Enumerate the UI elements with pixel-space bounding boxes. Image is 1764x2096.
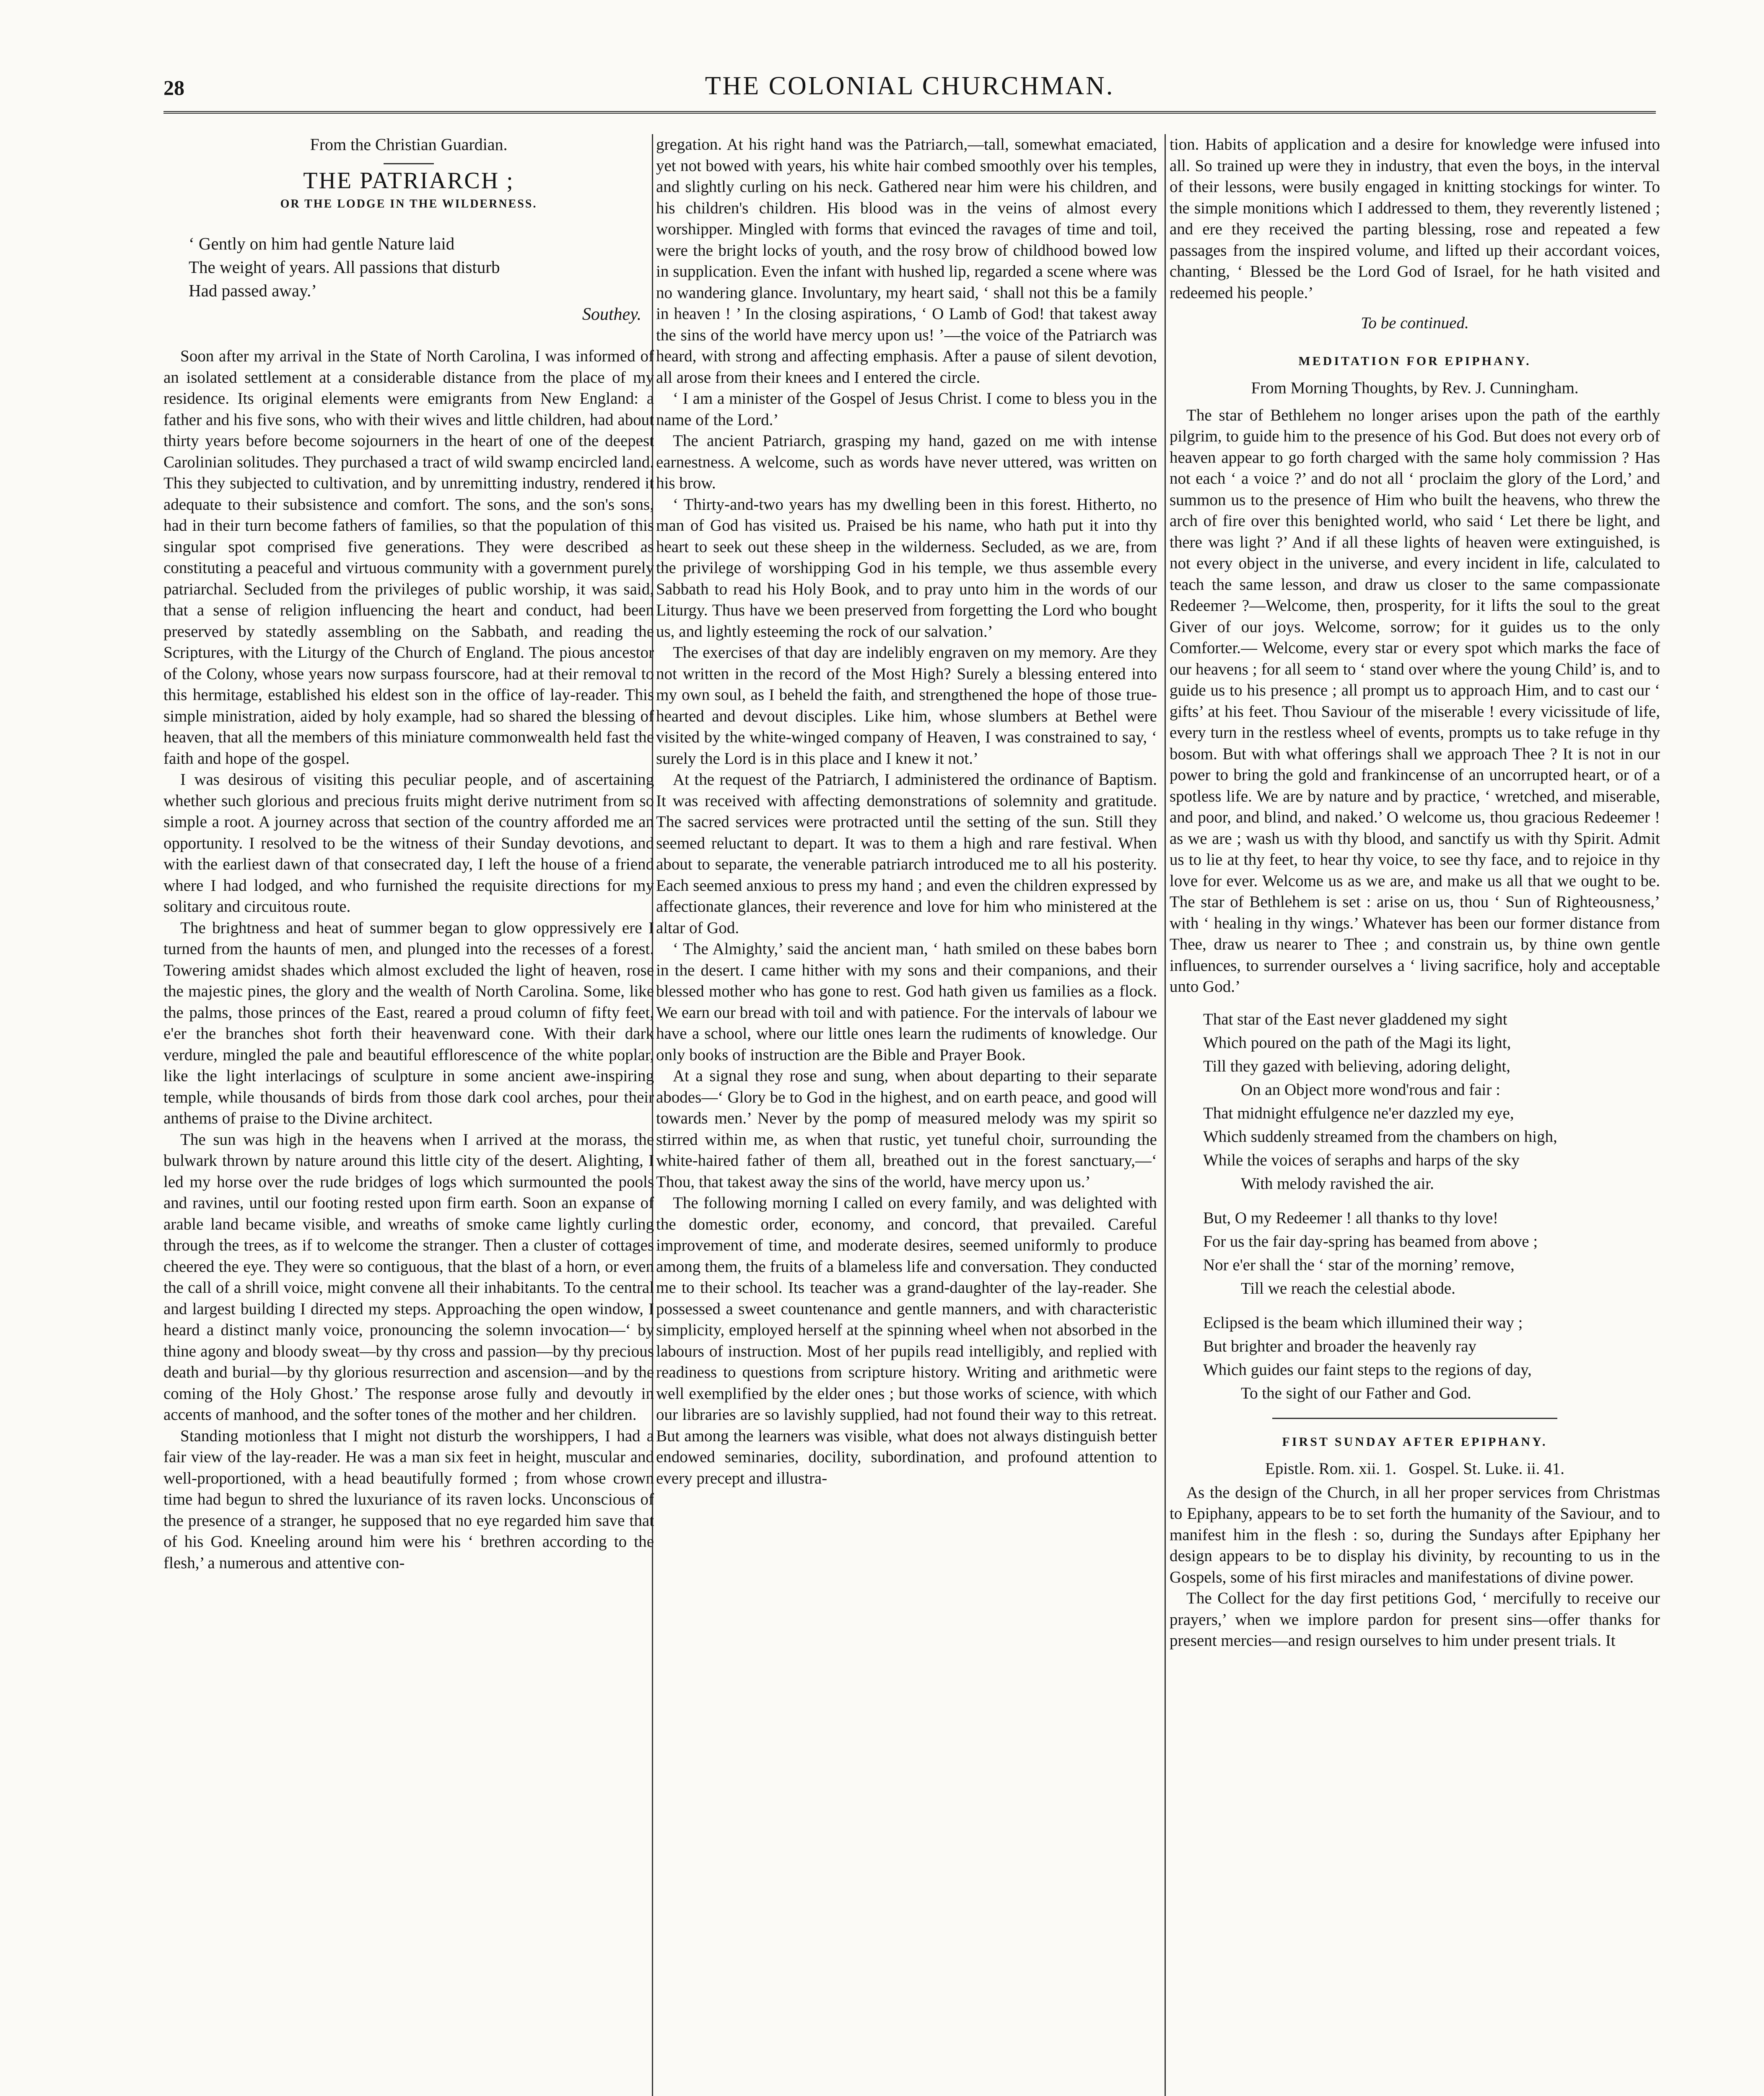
paragraph: ‘ The Almighty,’ said the ancient man, ‘ hath smiled on these babes born in the desert. I came hither with my sons and their companions, and their blessed mother who has gone to rest. God hath given us families as a flock. We earn our bread with toil and with patience. For the intervals of labour we have a school, where our little ones learn the rudiments of knowledge. Our only books of instruction are the Bible and Prayer Book. <box>656 940 1157 1064</box>
paragraph: The brightness and heat of summer began to glow oppressively ere I turned from the haunts of men, and plunged into the recesses of a forest. Towering amidst shades which almost excluded the light of heaven, rose the majestic pines, the glory and the wealth of North Carolina. Some, like the palms, those princes of the East, reared a proud column of fifty feet, e'er the branches shot forth their heavenward cone. With their dark verdure, mingled the pale and beautiful efflorescence of the white poplar, like the light interlacings of sculpture in some ancient awe-inspiring temple, while thousands of birds from those dark cool arches, pour their anthems of praise to the Divine architect. <box>163 918 654 1127</box>
epigraph-line: ‘ Gently on him had gentle Nature laid <box>189 233 455 253</box>
masthead: THE COLONIAL CHURCHMAN. <box>705 72 1115 100</box>
stanza-break <box>1203 1300 1660 1311</box>
poem-line: For us the fair day-spring has beamed from above ; <box>1203 1232 1538 1250</box>
article-subtitle: OR THE LODGE IN THE WILDERNESS. <box>280 197 537 210</box>
poem-line: But brighter and broader the heavenly ray <box>1203 1337 1476 1355</box>
paragraph: The star of Bethlehem no longer arises upon the path of the earthly pilgrim, to guide him to the presence of his God. But does not every orb of heaven appear to go forth charged with the same holy commission ? Has not each ‘ a voice ?’ and do not all ‘ proclaim the glory of the Lord,’ and summon us to the presence of Him who built the heavens, who threw the arch of fire over this benighted world, who said ‘ Let there be light, and there was light ?’ And if all these lights of heaven were extinguished, is not every object in the universe, and every incident in life, calculated to teach the same lesson, and draw us closer to the same compassionate Redeemer ?—Welcome, then, prosperity, for it lifts the soul to the great Giver of our joys. Welcome, sorrow; for it guides us to the only Comforter.— Welcome, every star or every spot which marks the face of our heavens ; for all seem to ‘ stand over where the young Child’ is, and to guide us to his presence ; all prompt us to approach Him, and to cast our ‘ gifts’ at his feet. Thou Saviour of the miserable ! every vicissitude of life, every turn in the restless wheel of events, prompts us to take refuge in thy bosom. But with what offerings shall we approach Thee ? It is not in our power to bring the gold and frankincense of an uncorrupted heart, or of a spotless life. We are by nature and by practice, ‘ wretched, and miserable, and poor, and blind, and naked.’ O welcome us, thou gracious Redeemer ! as we are ; wash us with thy blood, and sanctify us with thy Spirit. Admit us to lie at thy feet, to hear thy voice, to see thy face, and to rejoice in thy love for ever. Welcome us as we are, and make us all that we ought to be. The star of Bethlehem is set : arise on us, thou ‘ Sun of Righteousness,’ with ‘ healing in thy wings.’ Whatever has been our former distance from Thee, draw us nearer to Thee ; and constrain us, by thine own gentle influences, to surrender ourselves a ‘ living sacrifice, holy and acceptable unto God.’ <box>1170 406 1660 996</box>
paragraph: The exercises of that day are indelibly engraven on my memory. Are they not written in the record of the Most High? Surely a blessing entered into my own soul, as I beheld the faith, and strengthened the hope of those true-hearted and devout disciples. Like him, whose slumbers at Bethel were visited by the white-winged company of Heaven, I was constrained to say, ‘ surely the Lord is in this place and I knew it not.’ <box>656 643 1157 768</box>
paragraph: Standing motionless that I might not disturb the worshippers, I had a fair view of the lay-reader. He was a man six feet in height, muscular and well-proportioned, with a head beautifully formed ; from whose crown time had begun to shred the luxuriance of its raven locks. Unconscious of the presence of a stranger, he supposed that no eye regarded him save that of his God. Kneeling around him were his ‘ brethren according to the flesh,’ a numerous and attentive con- <box>163 1427 654 1572</box>
paragraph: ‘ Thirty-and-two years has my dwelling been in this forest. Hitherto, no man of God has visited us. Praised be his name, who hath put it into thy heart to seek out these sheep in the wilderness. Secluded, as we are, from the privilege of worshipping God in his temple, we thus assemble every Sabbath to read his Holy Book, and to pray unto him in the words of our Liturgy. Thus have we been preserved from forgetting the Lord who bought us, and lightly esteeming the rock of our salvation.’ <box>656 495 1157 641</box>
poem-line: Eclipsed is the beam which illumined their way ; <box>1203 1313 1523 1332</box>
poem-line: But, O my Redeemer ! all thanks to thy love! <box>1203 1209 1499 1227</box>
epigraph-line: The weight of years. All passions that disturb <box>189 257 500 277</box>
column-divider-2 <box>1165 134 1166 2096</box>
paragraph: ‘ I am a minister of the Gospel of Jesus Christ. I come to bless you in the name of the Lord.’ <box>656 389 1157 429</box>
epigraph <box>163 232 654 302</box>
paragraph: I was desirous of visiting this peculiar people, and of ascertaining whether such glorious and precious fruits might derive nutriment from so simple a root. A journey across that section of the country afforded me an opportunity. I resolved to be the witness of their Sunday devotions, and with the earliest dawn of that consecrated day, I left the house of a friend where I had lodged, and who furnished the requisite directions for my solitary and circuitous route. <box>163 770 654 916</box>
poem-line: That star of the East never gladdened my sight <box>1203 1010 1507 1028</box>
paragraph: Soon after my arrival in the State of North Carolina, I was informed of an isolated settlement at a considerable distance from the place of my residence. Its original elements were emigrants from New England: a father and his five sons, who with their wives and little children, had about thirty years before become sojourners in the heart of one of the deepest Carolinian solitudes. They purchased a tract of wild swamp encircled land. This they subjected to cultivation, and by unremitting industry, rendered it adequate to their subsistence and comfort. The sons, and the son's sons, had in their turn become fathers of families, so that the population of this singular spot comprised five generations. They were described as constituting a peaceful and virtuous community with a government purely patriarchal. Secluded from the privileges of public worship, it was said, that a sense of religion influencing the heart and conduct, had been preserved by statedly assembling on the Sabbath, and reading the Scriptures, with the Liturgy of the Church of England. The pious ancestor of the Colony, whose years now surpass fourscore, had at their removal to this hermitage, established his eldest son in the office of lay-reader. This simple ministration, aided by holy example, had so shared the blessing of heaven, that all the members of this miniature commonwealth held fast the faith and hope of the gospel. <box>163 347 654 768</box>
poem-line: That midnight effulgence ne'er dazzled my eye, <box>1203 1104 1514 1122</box>
column-3 <box>1170 134 1660 2096</box>
paragraph: tion. Habits of application and a desire for knowledge were infused into all. So trained up were they in industry, that even the boys, in the interval of their lessons, were busily engaged in knitting stockings for winter. To the simple monitions which I addressed to them, they reverently listened ; and ere they received the parting blessing, rose and repeated a few passages from the inspired volume, and lifted up their accordant voices, chanting, ‘ Blessed be the Lord God of Israel, for he hath visited and redeemed his people.’ <box>1170 135 1660 302</box>
paragraph: At the request of the Patriarch, I administered the ordinance of Baptism. It was received with affecting demonstrations of solemnity and gratitude. The sacred services were protracted until the setting of the sun. Still they seemed reluctant to depart. It was to them a high and rare festival. When about to separate, the venerable patriarch introduced me to all his posterity. Each seemed anxious to press my hand ; and even the children expressed by affectionate glances, their reverence and love for him who ministered at the altar of God. <box>656 770 1157 937</box>
sunday-readings: Epistle. Rom. xii. 1. Gospel. St. Luke. ii. 41. <box>1265 1460 1564 1478</box>
poem-line: Till they gazed with believing, adoring delight, <box>1203 1057 1510 1075</box>
poem-line: Which poured on the path of the Magi its light, <box>1203 1033 1511 1052</box>
to-be-continued: To be continued. <box>1361 314 1469 332</box>
sunday-heading: FIRST SUNDAY AFTER EPIPHANY. <box>1282 1435 1548 1449</box>
article-title: THE PATRIARCH ; <box>303 167 514 194</box>
poem-line: Till we reach the celestial abode. <box>1241 1279 1455 1297</box>
epigraph-author: Southey. <box>582 304 641 324</box>
meditation-heading: MEDITATION FOR EPIPHANY. <box>1298 354 1531 368</box>
poem-line: Which guides our faint steps to the regions of day, <box>1203 1360 1532 1379</box>
column-2 <box>656 134 1157 2096</box>
poem-line: With melody ravished the air. <box>1241 1174 1434 1193</box>
poem-line: Which suddenly streamed from the chambers on high, <box>1203 1127 1557 1146</box>
epigraph-line: Had passed away.’ <box>189 280 317 300</box>
section-divider <box>1272 1418 1557 1419</box>
poem-line: On an Object more wond'rous and fair : <box>1241 1080 1500 1099</box>
article-source: From the Christian Guardian. <box>310 135 508 154</box>
paragraph: The Collect for the day first petitions God, ‘ mercifully to receive our prayers,’ when we implore pardon for present sins—offer thanks for present mercies—and resign ourselves to him under present trials. It <box>1170 1589 1660 1650</box>
meditation-source: From Morning Thoughts, by Rev. J. Cunningham. <box>1251 379 1579 397</box>
poem-line: Nor e'er shall the ‘ star of the morning’ remove, <box>1203 1256 1515 1274</box>
paragraph: gregation. At his right hand was the Patriarch,—tall, somewhat emaciated, yet not bowed with years, his white hair combed smoothly over his temples, and slightly curling on his neck. Gathered near him were his children, and his children's children. His blood was in the veins of almost every worshipper. Mingled with forms that evinced the ravages of time and toil, were the bright locks of youth, and the rosy brow of childhood bowed low in supplication. Even the infant with hushed lip, regarded a scene where was no wandering glance. Involuntary, my heart said, ‘ shall not this be a family in heaven ! ’ In the closing aspirations, ‘ O Lamb of God! that takest away the sins of the world have mercy upon us! ’—the voice of the Patriarch was heard, with strong and affecting emphasis. After a pause of silent devotion, all arose from their knees and I entered the circle. <box>656 135 1157 387</box>
paragraph: The ancient Patriarch, grasping my hand, gazed on me with intense earnestness. A welcome, such as words have never uttered, was written on his brow. <box>656 432 1157 492</box>
paragraph: At a signal they rose and sung, when about departing to their separate abodes—‘ Glory be to God in the highest, and on earth peace, and good will towards men.’ Never by the pomp of measured melody was my spirit so stirred within me, as when that rustic, yet tuneful choir, surrounding the white-haired father of them all, breathed out in the forest sanctuary,—‘ Thou, that takest away the sins of the world, have mercy upon us.’ <box>656 1067 1157 1191</box>
page-number: 28 <box>163 76 184 99</box>
stanza-break <box>1203 1196 1660 1206</box>
page-header <box>163 71 1656 109</box>
poem-line: While the voices of seraphs and harps of the sky <box>1203 1151 1520 1169</box>
short-divider <box>384 163 434 164</box>
paragraph: The following morning I called on every family, and was delighted with the domestic order, economy, and concord, that prevailed. Careful improvement of time, and moderate desires, seemed uniformly to produce among them, the fruits of a blameless life and conversation. They conducted me to their school. Its teacher was a grand-daughter of the lay-reader. She possessed a sweet countenance and gentle manners, and with characteristic simplicity, employed herself at the spinning wheel when not absorbed in the labours of instruction. Most of her pupils read intelligibly, and replied with readiness to questions from scripture history. Writing and arithmetic were well exemplified by the elder ones ; but those works of science, with which our libraries are so lavishly supplied, had not found their way to this retreat. But among the learners was visible, what does not always distinguish better endowed seminaries, docility, subordination, and profound attention to every precept and illustra- <box>656 1194 1157 1487</box>
paragraph: As the design of the Church, in all her proper services from Christmas to Epiphany, appears to be to set forth the humanity of the Saviour, and to manifest him in the flesh : so, during the Sundays after Epiphany her design appears to be to display his divinity, by recounting to us in the Gospels, some of his first miracles and manifestations of divine power. <box>1170 1483 1660 1586</box>
column-1 <box>163 134 654 2096</box>
paragraph: The sun was high in the heavens when I arrived at the morass, the bulwark thrown by nature around this little city of the desert. Alighting, I led my horse over the rude bridges of logs which surmounted the pools and ravines, until our footing rested upon firm earth. Soon an expanse of arable land became visible, and wreaths of smoke came lightly curling through the trees, as if to welcome the stranger. Then a cluster of cottages cheered the eye. They were so contiguous, that the blast of a horn, or even the call of a shrill voice, might convene all their inhabitants. To the central and largest building I directed my steps. Approaching the open window, I heard a distinct manly voice, pronouncing the solemn invocation—‘ by thine agony and bloody sweat—by thy cross and passion—by thy precious death and burial—by thy glorious resurrection and ascension—and by the coming of the Holy Ghost.’ The response arose fully and devoutly in accents of manhood, and the softer tones of the mother and her children. <box>163 1130 654 1424</box>
poem <box>1170 1008 1660 1405</box>
poem-line: To the sight of our Father and God. <box>1241 1384 1471 1402</box>
header-rule <box>163 111 1656 119</box>
